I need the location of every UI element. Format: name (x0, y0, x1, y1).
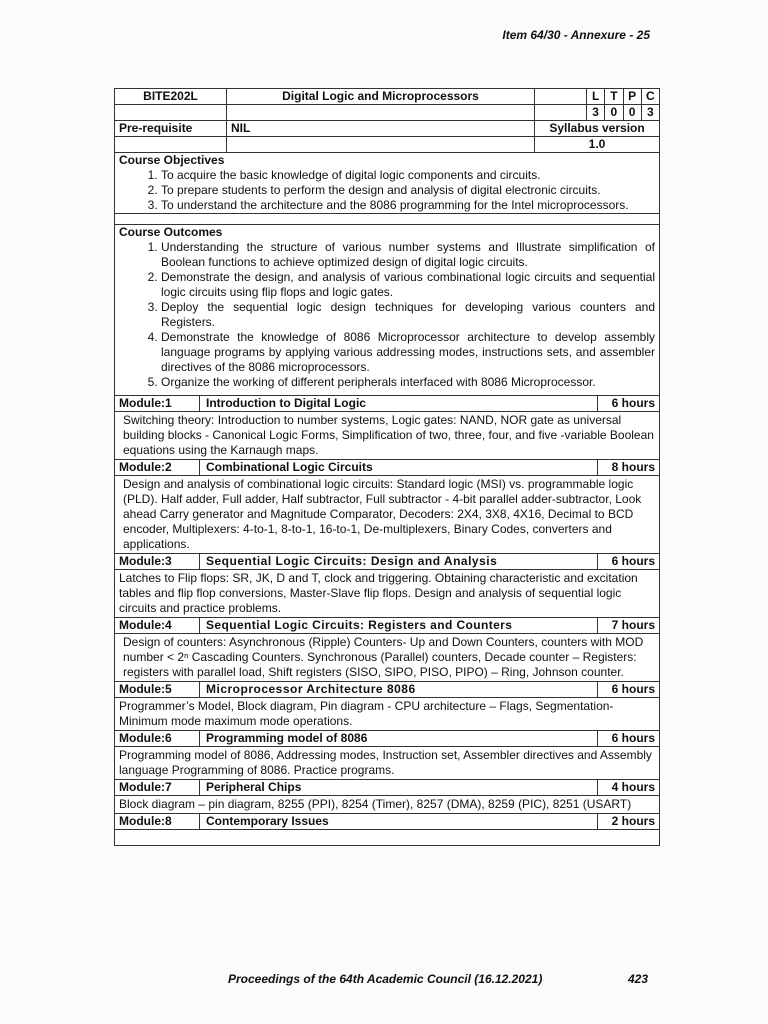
module-title: Programming model of 8086 (199, 731, 597, 746)
objective-item: 1. To acquire the basic knowledge of digital logic components and circuits. (161, 168, 655, 183)
ltpc-value-t: 0 (604, 105, 622, 120)
module-hours: 2 hours (597, 814, 659, 829)
module-description: Design and analysis of combinational logic circuits: Standard logic (MSI) vs. programmable logic (PLD). Half adder, Full adder, Half subtractor, Full subtractor - 4-bit parallel adder-subtractor, Look ahead Carry generator and Magnitude Comparator, Decoders: 2X4, 3X8, 4X16, Decimal to BCD encoder, Multiplexers: 4-to-1, 8-to-1, 16-to-1, De-multiplexers, Binary Codes, converters and applications. (115, 476, 659, 554)
annexure-reference: Item 64/30 - Annexure - 25 (502, 28, 650, 42)
page-number: 423 (628, 972, 649, 986)
objectives-title: Course Objectives (119, 153, 225, 167)
prerequisite-label: Pre-requisite (115, 121, 227, 136)
module-title: Sequential Logic Circuits: Registers and Counters (199, 618, 597, 633)
module-number: Module:8 (119, 814, 172, 828)
ltpc-labels (587, 89, 659, 104)
module-description: Switching theory: Introduction to number systems, Logic gates: NAND, NOR gate as universal building blocks - Canonical Logic Forms, Simplification of two, three, four, and five -variable Boolean equations using the Karnaugh maps. (115, 412, 659, 460)
module-header (115, 780, 659, 796)
module-header (115, 554, 659, 570)
module-hours: 6 hours (597, 682, 659, 697)
objective-item: 2. To prepare students to perform the design and analysis of digital electronic circuits. (161, 183, 655, 198)
outcome-item: 3. Deploy the sequential logic design techniques for developing various counters and Registers. (161, 300, 655, 330)
objective-item: 3. To understand the architecture and the 8086 programming for the Intel microprocessors. (161, 198, 655, 213)
module-title: Peripheral Chips (199, 780, 597, 795)
course-title-row (115, 89, 659, 105)
syllabus-table (114, 88, 660, 846)
module-header (115, 731, 659, 747)
module-title: Sequential Logic Circuits: Design and Analysis (199, 554, 597, 569)
ltpc-value-l: 3 (592, 105, 599, 119)
module-title: Microprocessor Architecture 8086 (199, 682, 597, 697)
spacer-row (115, 214, 659, 225)
objectives-list (115, 168, 659, 213)
module-hours: 4 hours (597, 780, 659, 795)
module-title: Combinational Logic Circuits (199, 460, 597, 475)
syllabus-version-label: Syllabus version (549, 121, 645, 135)
outcome-item: 1. Understanding the structure of various number systems and Illustrate simplification of Boolean functions to achieve optimized design of digital logic circuits. (161, 240, 655, 270)
module-header (115, 814, 659, 830)
course-title: Digital Logic and Microprocessors (227, 89, 535, 104)
module-description: Programmer’s Model, Block diagram, Pin diagram - CPU architecture – Flags, Segmentation- Minimum mode maximum mode operations. (115, 698, 659, 731)
module-header (115, 682, 659, 698)
module-number: Module:3 (119, 554, 172, 568)
module-header (115, 618, 659, 634)
module-header (115, 460, 659, 476)
prerequisite-value: NIL (227, 121, 535, 136)
module-description: Block diagram – pin diagram, 8255 (PPI), 8254 (Timer), 8257 (DMA), 8259 (PIC), 8251 (USART) (115, 796, 659, 814)
footer-proceedings: Proceedings of the 64th Academic Council (16.12.2021) (228, 972, 543, 986)
outcome-item: 2. Demonstrate the design, and analysis of various combinational logic circuits and sequential logic circuits using flip flops and logic gates. (161, 270, 655, 300)
ltpc-label-p: P (623, 89, 641, 104)
module-title: Contemporary Issues (199, 814, 597, 829)
outcome-item: 5. Organize the working of different peripherals interfaced with 8086 Microprocessor. (161, 375, 655, 390)
ltpc-values (587, 105, 659, 120)
syllabus-version-value: 1.0 (588, 137, 606, 151)
module-number: Module:6 (119, 731, 172, 745)
module-hours: 7 hours (597, 618, 659, 633)
module-description (115, 830, 659, 845)
outcomes-title: Course Outcomes (119, 225, 223, 239)
module-hours: 6 hours (597, 396, 659, 411)
course-code: BITE202L (115, 89, 227, 104)
ltpc-value-p: 0 (623, 105, 641, 120)
module-header (115, 396, 659, 412)
module-hours: 6 hours (597, 731, 659, 746)
ltpc-label-t: T (604, 89, 622, 104)
ltpc-values-row (115, 105, 659, 121)
course-outcomes (115, 225, 659, 396)
module-description: Design of counters: Asynchronous (Ripple) Counters- Up and Down Counters, counters with MOD number < 2ⁿ Cascading Counters. Synchronous (Parallel) counters, Decade counter – Registers: registers with parallel load, Shift registers (SISO, SIPO, PISO, PIPO) – Ring, Johnson counter. (115, 634, 659, 682)
module-hours: 8 hours (597, 460, 659, 475)
module-title: Introduction to Digital Logic (199, 396, 597, 411)
outcomes-list (115, 240, 659, 390)
prerequisite-row (115, 121, 659, 137)
module-number: Module:4 (119, 618, 172, 632)
course-objectives (115, 153, 659, 214)
module-number: Module:7 (119, 780, 172, 794)
module-hours: 6 hours (597, 554, 659, 569)
outcome-item: 4. Demonstrate the knowledge of 8086 Microprocessor architecture to develop assembly language programs by applying various addressing modes, instructions sets, and assembler directives of the 8086 microprocessors. (161, 330, 655, 375)
module-number: Module:1 (119, 396, 172, 410)
ltpc-label-c: C (641, 89, 659, 104)
module-number: Module:5 (119, 682, 172, 696)
ltpc-value-c: 3 (641, 105, 659, 120)
syllabus-version-row (115, 137, 659, 153)
ltpc-label-l: L (591, 89, 600, 103)
module-description: Latches to Flip flops: SR, JK, D and T, clock and triggering. Obtaining characteristic and excitation tables and flip flop conversions, Master-Slave flip flops. Design and analysis of sequential logic circuits and practice problems. (115, 570, 659, 618)
module-number: Module:2 (119, 460, 172, 474)
module-description: Programming model of 8086, Addressing modes, Instruction set, Assembler directives and Assembly language Programming of 8086. Practice programs. (115, 747, 659, 780)
